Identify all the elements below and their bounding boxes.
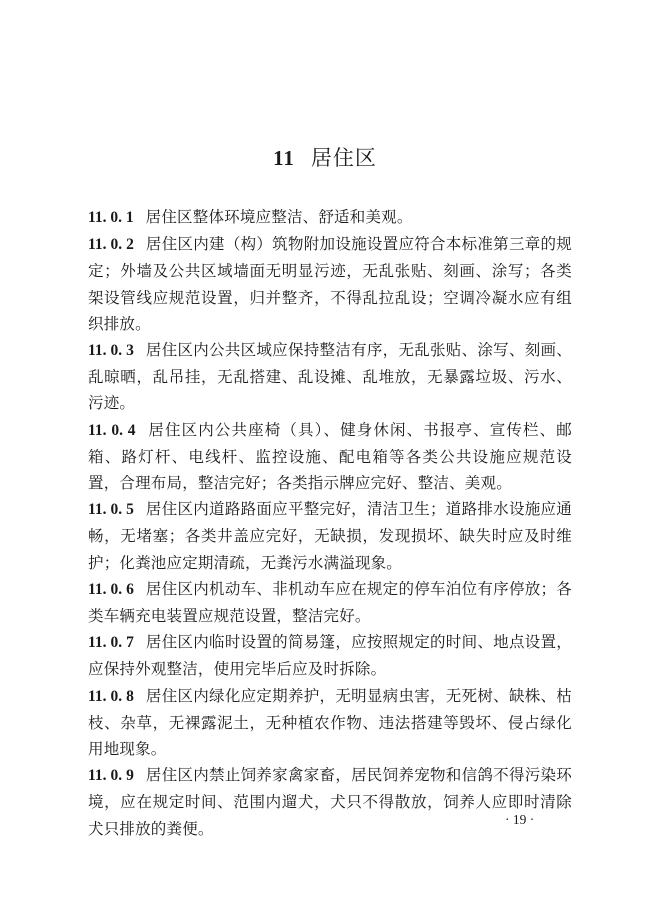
clause-text: 居住区内公共区域应保持整洁有序，无乱张贴、涂写、刻画、乱晾晒，乱吊挂，无乱搭建、乱设摊、乱堆放，无暴露垃圾、污水、污迹。	[88, 341, 572, 413]
clause-number: 11. 0. 2	[88, 236, 134, 254]
clause-number: 11. 0. 3	[88, 342, 134, 360]
clause-text: 居住区内绿化应定期养护，无明显病虫害，无死树、缺株、枯枝、杂草，无裸露泥土，无种植农作物、违法搭建等毁坏、侵占绿化用地现象。	[88, 686, 572, 759]
clause-number: 11. 0. 7	[88, 634, 134, 652]
clause-11-0-3	[88, 337, 572, 417]
clause-11-0-8	[88, 683, 572, 763]
clause-text: 居住区整体环境应整洁、舒适和美观。	[145, 208, 413, 226]
clause-number: 11. 0. 9	[88, 767, 134, 785]
chapter-title: 居住区	[310, 146, 377, 171]
clause-11-0-5	[88, 496, 572, 576]
clause-number: 11. 0. 8	[88, 687, 134, 705]
clause-number: 11. 0. 4	[88, 421, 136, 439]
clause-11-0-2	[88, 231, 572, 337]
clause-11-0-9	[88, 762, 572, 842]
clause-text: 居住区内建（构）筑物附加设施设置应符合本标准第三章的规定；外墙及公共区域墙面无明显污迹，无乱张贴、刻画、涂写；各类架设管线应规范设置，归并整齐，不得乱拉乱设；空调冷凝水应有组织排放。	[88, 235, 572, 333]
clause-text: 居住区内临时设置的简易篷，应按照规定的时间、地点设置，应保持外观整洁，使用完毕后应及时拆除。	[88, 633, 572, 679]
clause-text: 居住区内公共座椅（具）、健身休闲、书报亭、宣传栏、邮箱、路灯杆、电线杆、监控设施、配电箱等各类公共设施应规范设置，合理布局，整洁完好；各类指示牌应完好、整洁、美观。	[88, 420, 572, 493]
clause-text: 居住区内道路路面应平整完好，清洁卫生；道路排水设施应通畅，无堵塞；各类井盖应完好，无缺损，发现损坏、缺失时应及时维护；化粪池应定期清疏，无粪污水满溢现象。	[88, 500, 572, 572]
clause-11-0-7	[88, 629, 572, 682]
page-title	[0, 142, 650, 172]
clause-11-0-4	[88, 417, 572, 497]
chapter-number: 11	[273, 146, 295, 171]
clause-number: 11. 0. 6	[88, 580, 134, 598]
clause-11-0-6	[88, 576, 572, 629]
clause-11-0-1	[88, 204, 572, 231]
clause-number: 11. 0. 5	[88, 501, 134, 519]
page-number: · 19 ·	[505, 812, 535, 827]
clause-list	[88, 204, 572, 842]
clause-number: 11. 0. 1	[88, 209, 134, 226]
clause-text: 居住区内禁止饲养家禽家畜，居民饲养宠物和信鸽不得污染环境，应在规定时间、范围内遛犬，犬只不得散放，饲养人应即时清除犬只排放的粪便。	[88, 766, 572, 838]
clause-text: 居住区内机动车、非机动车应在规定的停车泊位有序停放；各类车辆充电装置应规范设置，整洁完好。	[88, 579, 572, 626]
